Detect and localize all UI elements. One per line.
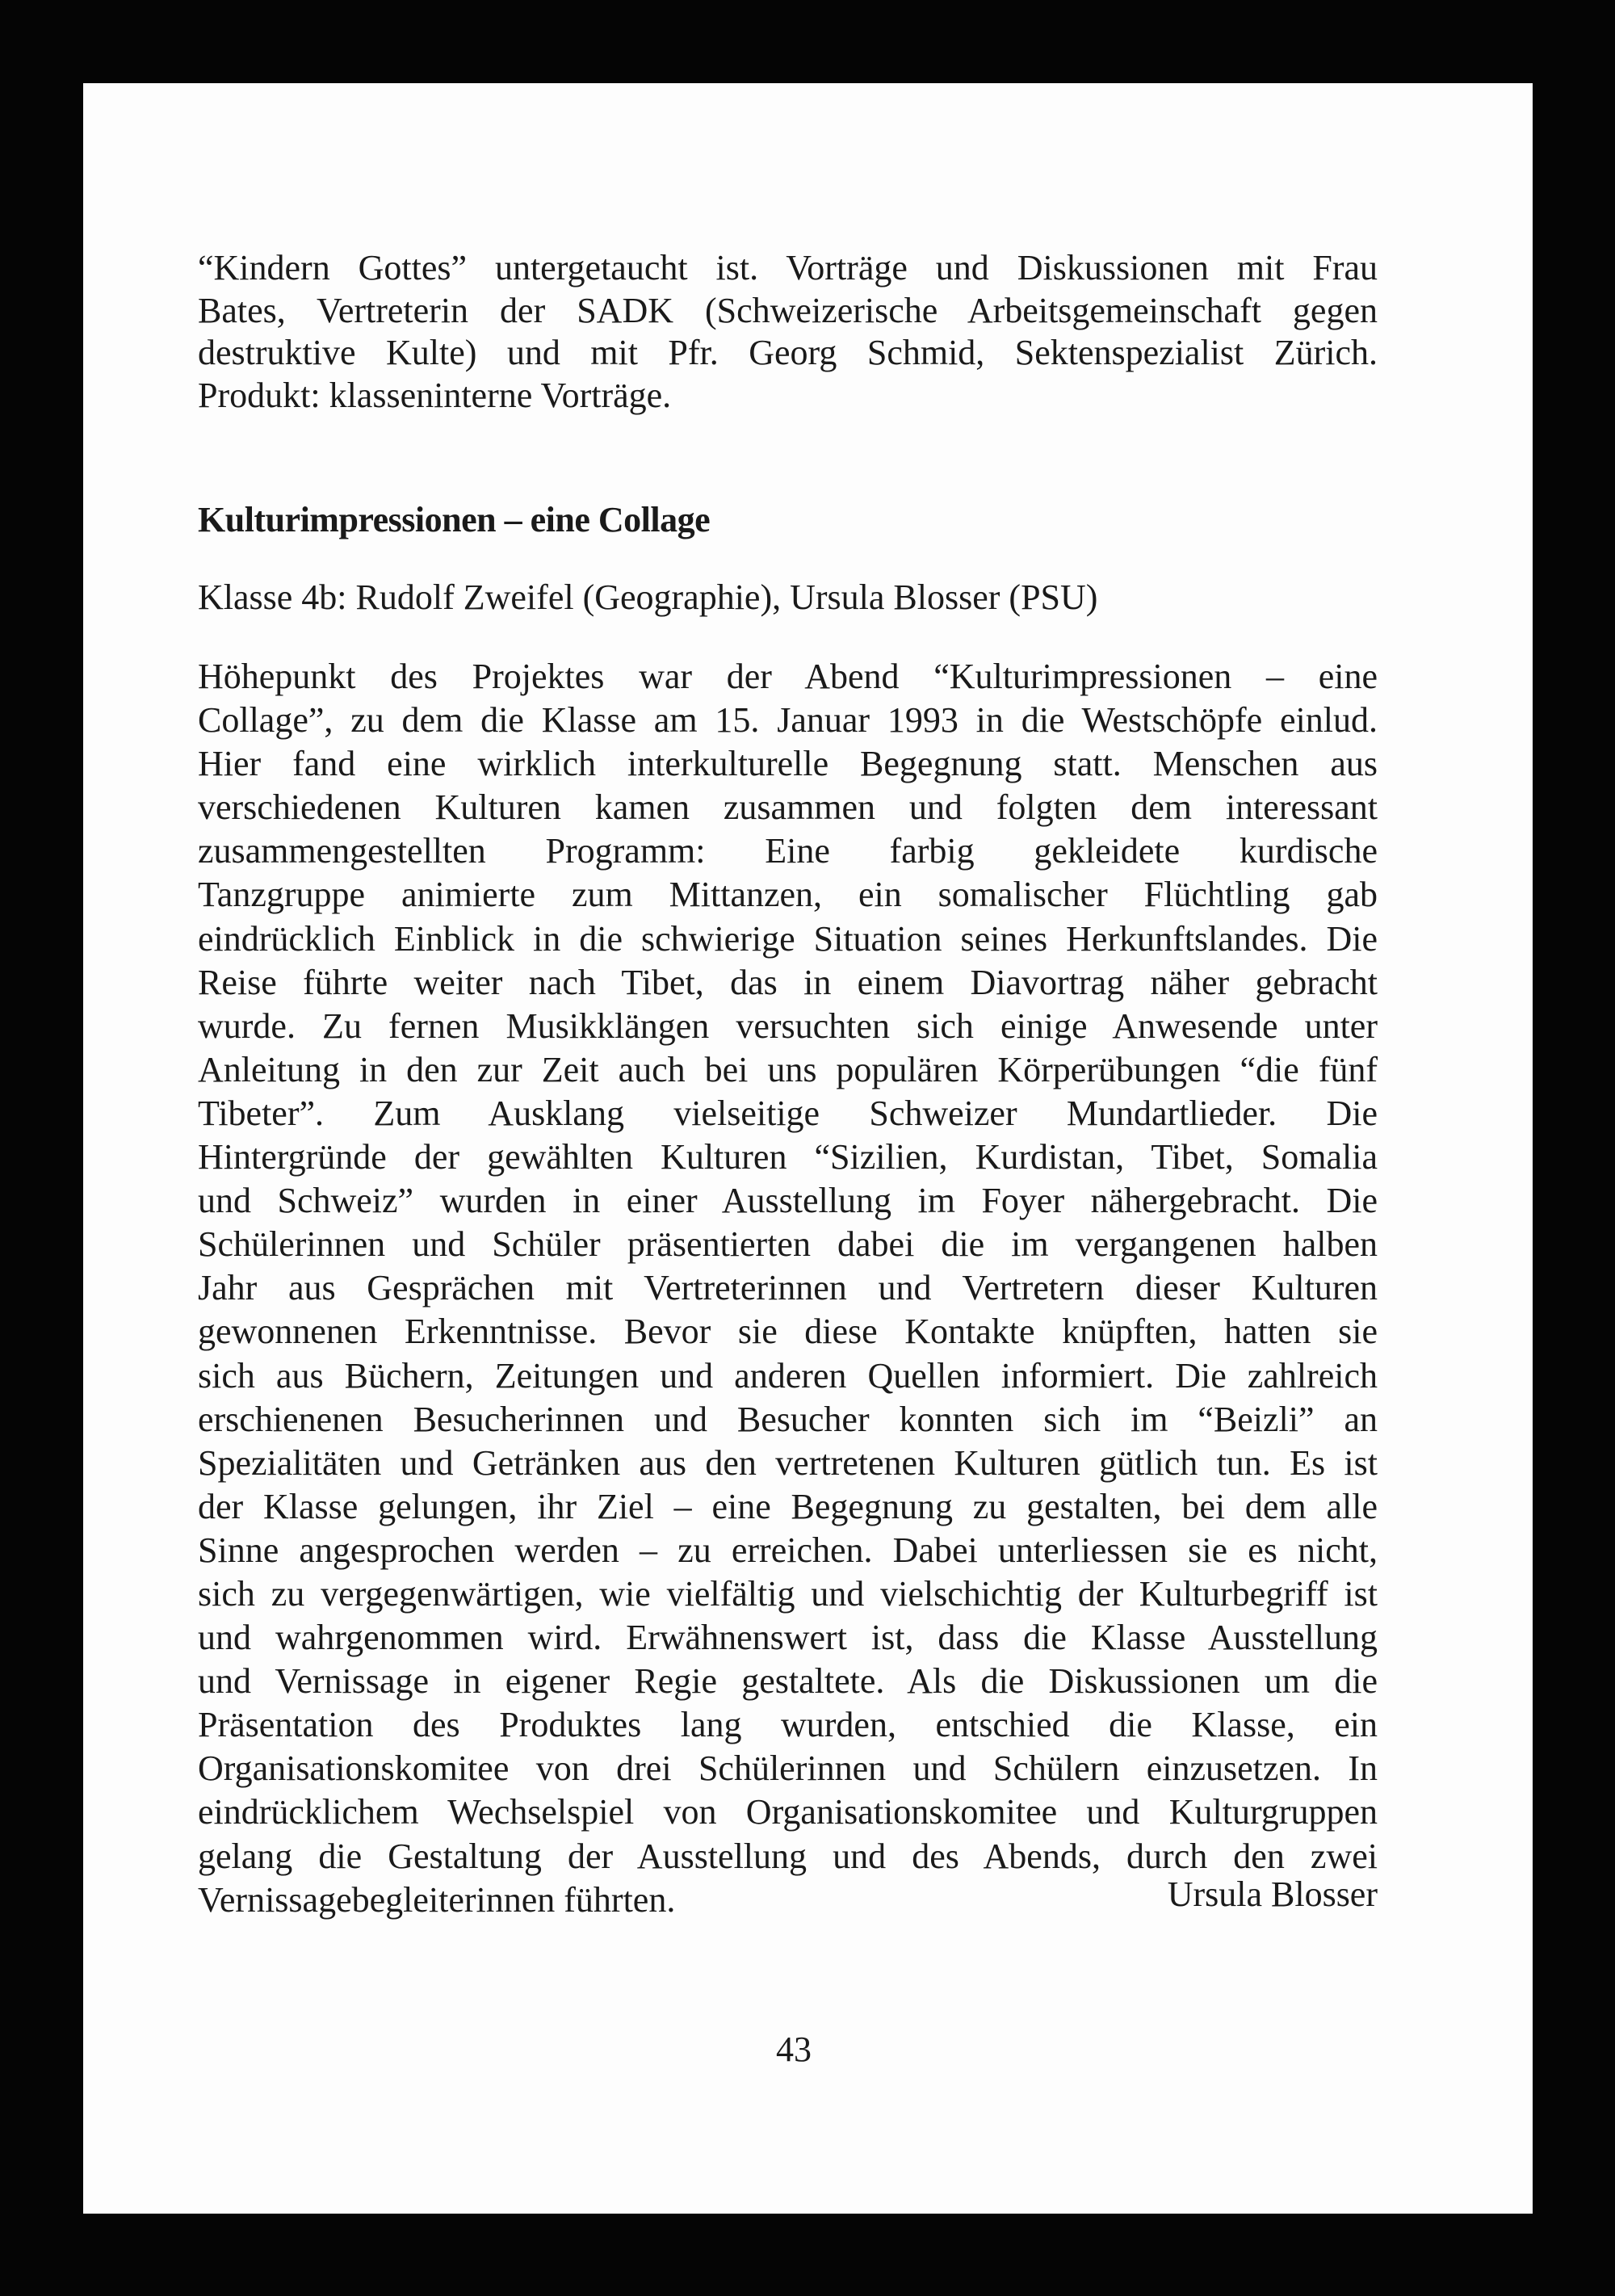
text-line: Anleitung in den zur Zeit auch bei uns populären Körperübungen “die fünf — [198, 1049, 1378, 1089]
text-line: und Schweiz” wurden in einer Ausstellung im Foyer nähergebracht. Die — [198, 1181, 1378, 1221]
text-line: destruktive Kulte) und mit Pfr. Georg Schmid, Sektenspezialist Zürich. — [198, 333, 1378, 372]
text-line: und Vernissage in eigener Regie gestaltete. Als die Diskussionen um die — [198, 1661, 1378, 1702]
section-heading: Kulturimpressionen – eine Collage — [198, 500, 711, 539]
text-line: Bates, Vertreterin der SADK (Schweizerische Arbeitsgemeinschaft gegen — [198, 290, 1378, 330]
text-line: erschienenen Besucherinnen und Besucher konnten sich im “Beizli” an — [198, 1399, 1378, 1439]
text-line: Vernissagebegleiterinnen führten. — [198, 1879, 676, 1920]
paragraph-body — [198, 655, 1378, 1922]
text-line: verschiedenen Kulturen kamen zusammen und folgten dem interessant — [198, 787, 1378, 828]
text-line: Tibeter”. Zum Ausklang vielseitige Schweizer Mundartlieder. Die — [198, 1093, 1378, 1133]
class-teachers-line: Klasse 4b: Rudolf Zweifel (Geographie), Ursula Blosser (PSU) — [198, 577, 1098, 617]
text-line: gelang die Gestaltung der Ausstellung und des Abends, durch den zwei — [198, 1836, 1378, 1876]
paragraph-intro — [198, 247, 1378, 417]
text-line: Präsentation des Produktes lang wurden, entschied die Klasse, ein — [198, 1705, 1378, 1745]
text-line: gewonnenen Erkenntnisse. Bevor sie diese Kontakte knüpften, hatten sie — [198, 1312, 1378, 1352]
text-line: Sinne angesprochen werden – zu erreichen. Dabei unterliessen sie es nicht, — [198, 1530, 1378, 1570]
text-line: Collage”, zu dem die Klasse am 15. Januar 1993 in die Westschöpfe einlud. — [198, 700, 1378, 741]
text-line: “Kindern Gottes” untergetaucht ist. Vorträge und Diskussionen mit Frau — [198, 248, 1378, 288]
text-line: und wahrgenommen wird. Erwähnenswert ist, dass die Klasse Ausstellung — [198, 1618, 1378, 1658]
author-signature: Ursula Blosser — [1167, 1874, 1378, 1914]
page-number: 43 — [776, 2029, 812, 2069]
text-line: Reise führte weiter nach Tibet, das in einem Diavortrag näher gebracht — [198, 962, 1378, 1002]
text-line: Hier fand eine wirklich interkulturelle Begegnung statt. Menschen aus — [198, 744, 1378, 784]
text-line: wurde. Zu fernen Musikklängen versuchten sich einige Anwesende unter — [198, 1005, 1378, 1046]
text-line: eindrücklichem Wechselspiel von Organisationskomitee und Kulturgruppen — [198, 1792, 1378, 1832]
text-line: sich aus Büchern, Zeitungen und anderen Quellen informiert. Die zahlreich — [198, 1355, 1378, 1396]
text-line: Tanzgruppe animierte zum Mittanzen, ein somalischer Flüchtling gab — [198, 875, 1378, 915]
text-line: eindrücklich Einblick in die schwierige Situation seines Herkunftslandes. Die — [198, 918, 1378, 959]
text-line: Spezialitäten und Getränken aus den vertretenen Kulturen gütlich tun. Es ist — [198, 1442, 1378, 1483]
text-line: zusammengestellten Programm: Eine farbig gekleidete kurdische — [198, 831, 1378, 871]
text-line: Höhepunkt des Projektes war der Abend “Kulturimpressionen – eine — [198, 657, 1378, 696]
text-line: Jahr aus Gesprächen mit Vertreterinnen und Vertretern dieser Kulturen — [198, 1268, 1378, 1308]
text-line: sich zu vergegenwärtigen, wie vielfältig und vielschichtig der Kulturbegriff ist — [198, 1573, 1378, 1614]
text-line: Schülerinnen und Schüler präsentierten dabei die im vergangenen halben — [198, 1224, 1378, 1265]
text-line: Produkt: klasseninterne Vorträge. — [198, 375, 672, 415]
text-line: Hintergründe der gewählten Kulturen “Sizilien, Kurdistan, Tibet, Somalia — [198, 1137, 1378, 1177]
text-line: Organisationskomitee von drei Schülerinnen und Schülern einzusetzen. In — [198, 1748, 1378, 1789]
text-line: der Klasse gelungen, ihr Ziel – eine Begegnung zu gestalten, bei dem alle — [198, 1486, 1378, 1526]
